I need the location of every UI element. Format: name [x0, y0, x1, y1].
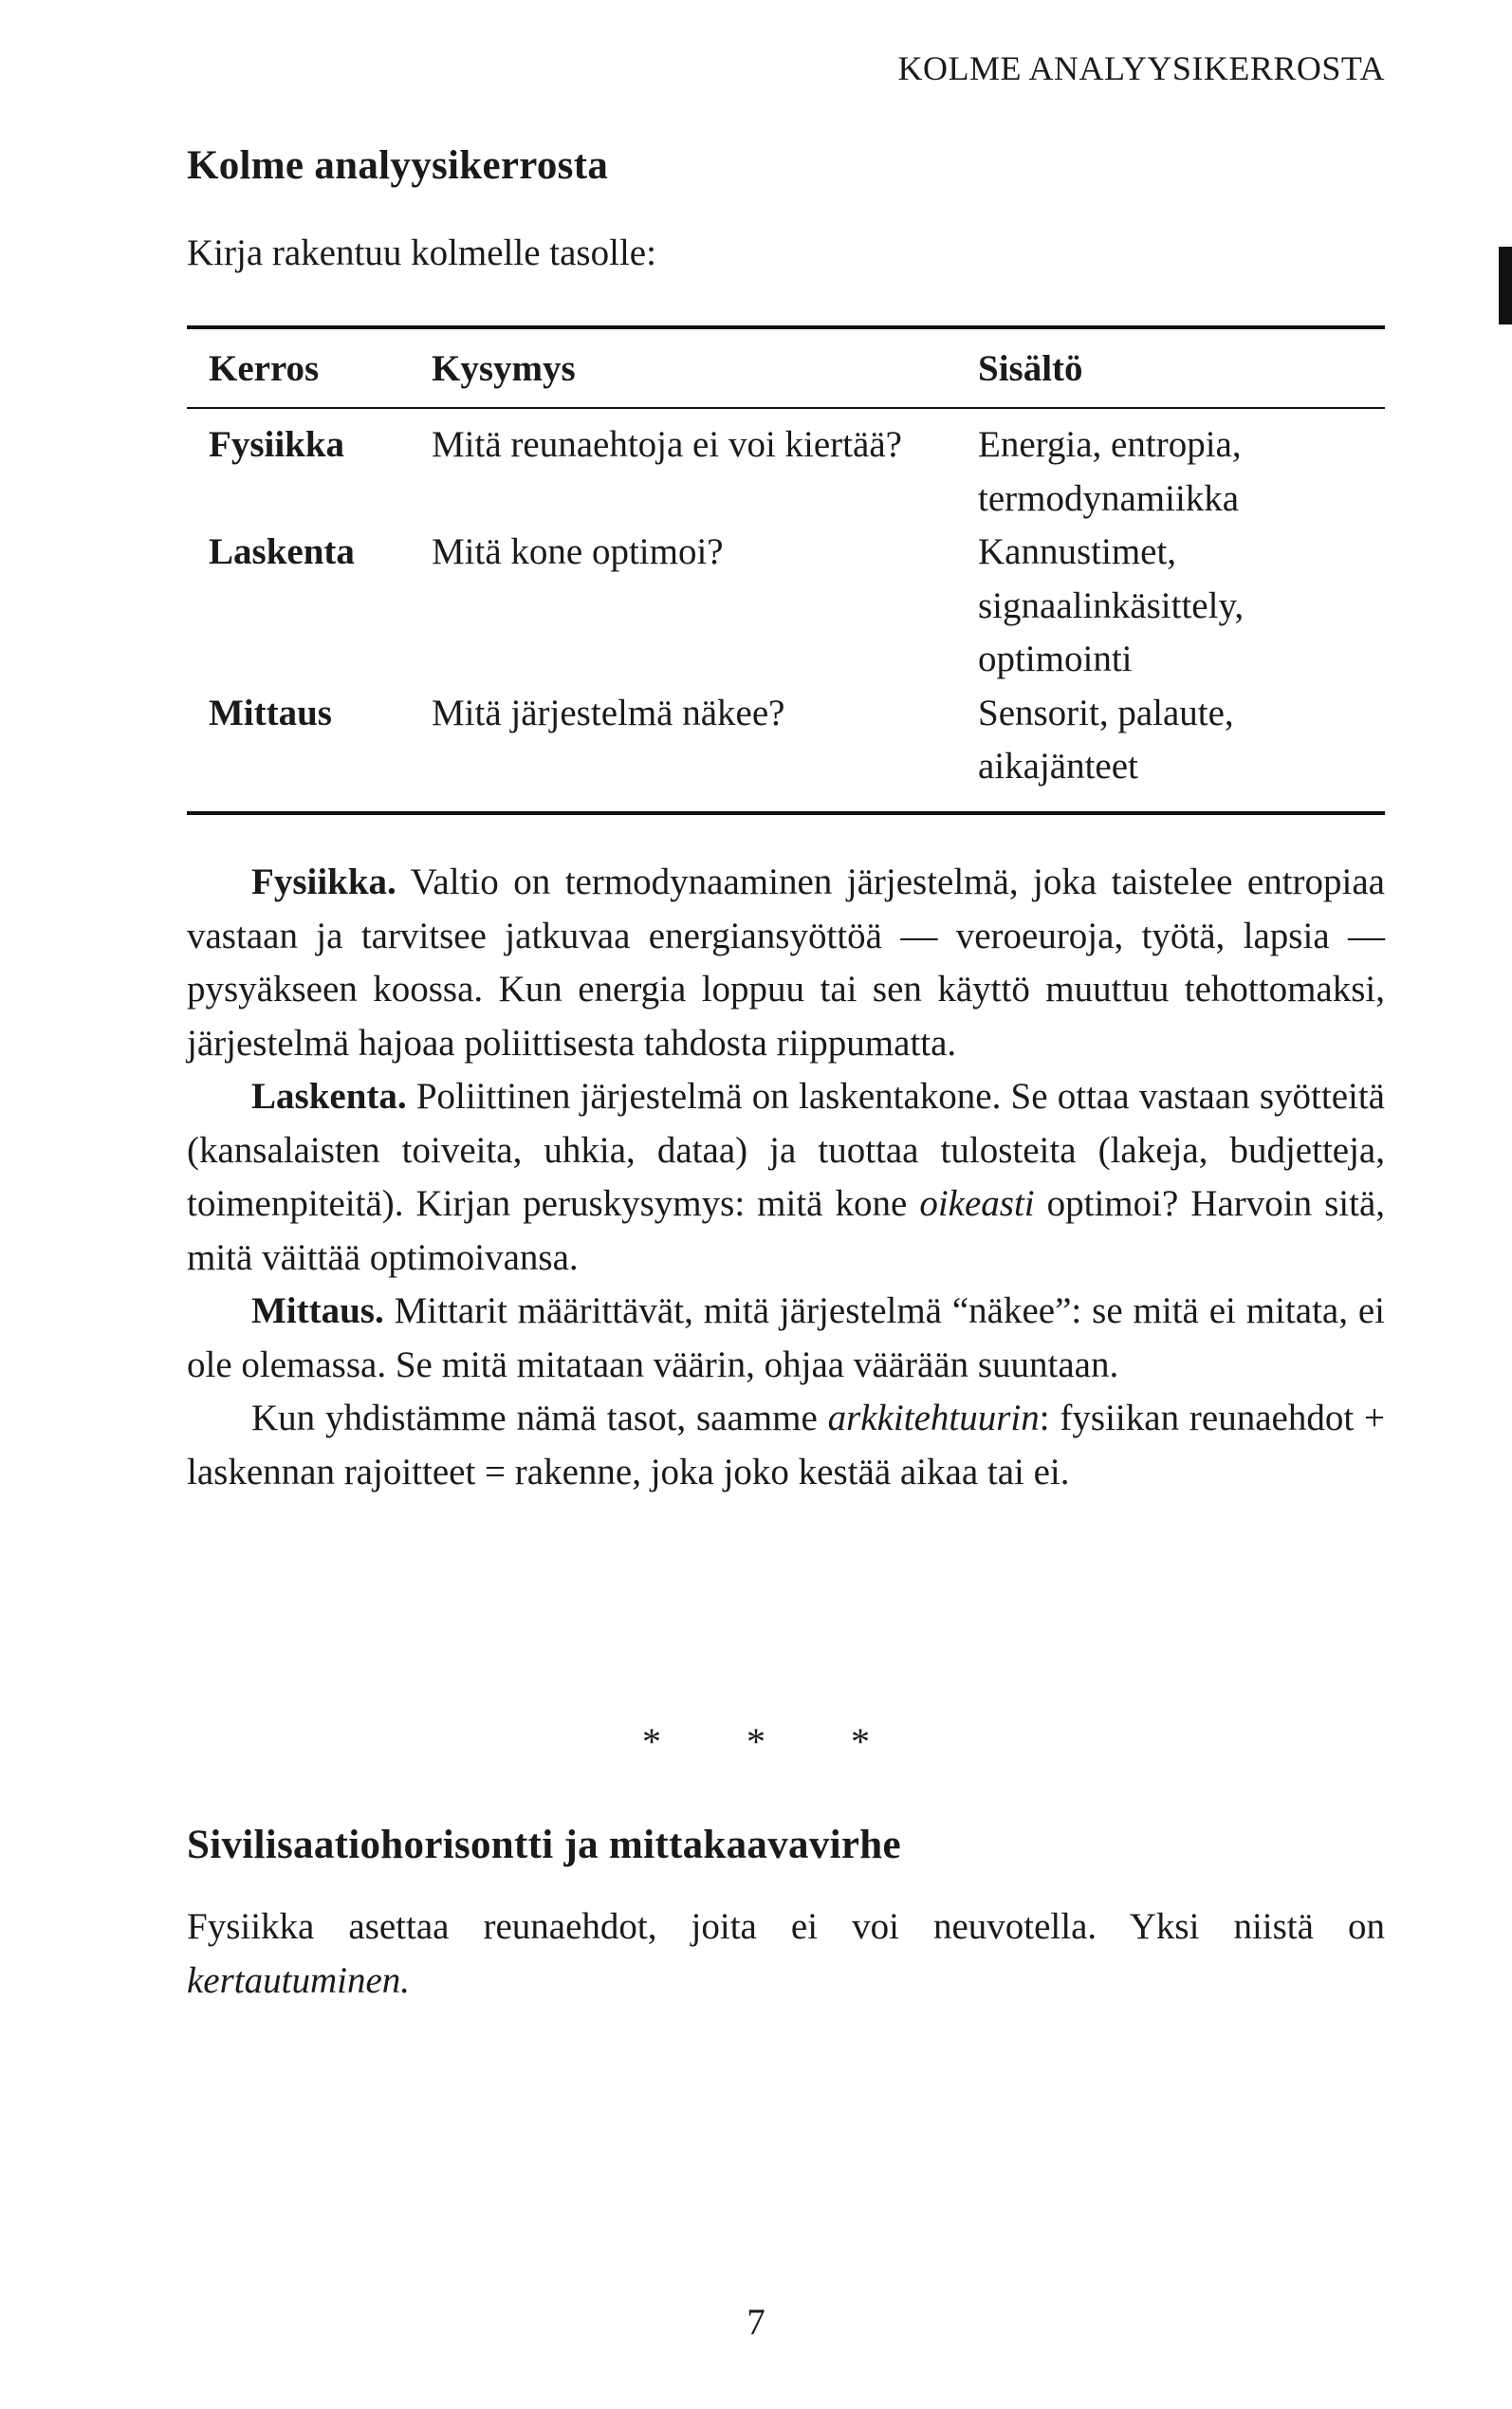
paragraph-text: Fysiikka asettaa reunaehdot, joita ei voi neuvotella. Yksi niistä on — [187, 1906, 1385, 1947]
table-cell-layer: Laskenta — [209, 531, 355, 572]
run-in-heading-laskenta: Laskenta. — [251, 1076, 407, 1117]
section-intro — [187, 227, 1385, 281]
section-sivilisaatiohorisontti — [187, 1822, 1385, 1868]
page-number: 7 — [747, 2302, 765, 2343]
table-cell-content: Kannustimet, signaalinkäsittely, optimointi — [978, 531, 1245, 679]
table-cell-question: Mitä järjestelmä näkee? — [432, 692, 785, 733]
paragraph-fysiikka — [187, 856, 1385, 1070]
section-heading: Kolme analyysikerrosta — [187, 143, 609, 188]
table-header-sisalto: Sisältö — [978, 347, 1083, 389]
paragraph-text: Mittarit määrittävät, mitä järjestelmä “näkee”: se mitä ei mitata, ei ole olemassa. Se mitä mitataan väärin, ohjaa väärään suuntaan. — [187, 1290, 1385, 1385]
table-header-kysymys: Kysymys — [432, 347, 576, 389]
section2-body — [187, 1900, 1385, 2008]
section-break-asterisks: * * * — [642, 1720, 908, 1763]
intro-paragraph: Kirja rakentuu kolmelle tasolle: — [187, 232, 656, 273]
table-row — [187, 687, 1385, 813]
table-header-row — [187, 327, 1385, 408]
paragraph-section2 — [187, 1900, 1385, 2008]
table-cell-layer: Mittaus — [209, 692, 332, 733]
run-in-heading-mittaus: Mittaus. — [251, 1290, 384, 1331]
table-cell-question: Mitä reunaehtoja ei voi kiertää? — [432, 424, 902, 465]
table-cell-layer: Fysiikka — [209, 424, 345, 465]
table-cell-content: Energia, entropia, termodynamiikka — [978, 424, 1242, 519]
emphasis: kertautuminen. — [187, 1959, 411, 2001]
table-row — [187, 526, 1385, 687]
paragraph-laskenta — [187, 1070, 1385, 1285]
paragraph-text: : fysiikan reunaehdot + laskennan rajoitteet = rakenne, joka joko kestää aikaa tai ei. — [187, 1398, 1385, 1492]
section-kolme-analyysikerrosta — [187, 142, 1385, 189]
paragraph-text: Kun yhdistämme nämä tasot, saamme — [251, 1398, 828, 1438]
table-cell-content: Sensorit, palaute, aikajänteet — [978, 692, 1234, 787]
paragraph-text: Valtio on termodynaaminen järjestelmä, joka taistelee entropiaa vastaan ja tarvitsee jatkuvaa energiansyöttöä — veroeuroja, työtä, lapsia — pysyäkseen koossa. Kun energia loppuu tai sen käyttö muuttuu tehottomaksi, järjestelmä hajoaa poliittisesta tahdosta riippumatta. — [187, 862, 1385, 1064]
thumb-index-tab — [1499, 247, 1512, 324]
emphasis: oikeasti — [919, 1183, 1035, 1224]
running-head: KOLME ANALYYSIKERROSTA — [897, 49, 1385, 87]
paragraph-text: optimoi? Harvoin sitä, mitä väittää optimoivansa. — [187, 1183, 1385, 1278]
table-cell-question: Mitä kone optimoi? — [432, 531, 724, 572]
paragraph-mittaus — [187, 1285, 1385, 1392]
table-header-kerros: Kerros — [209, 347, 320, 389]
paragraph-synthesis — [187, 1392, 1385, 1499]
section-heading: Sivilisaatiohorisontti ja mittakaavavirhe — [187, 1823, 901, 1867]
paragraph-text: Poliittinen järjestelmä on laskentakone. Se ottaa vastaan syötteitä (kansalaisten toiveita, uhkia, dataa) ja tuottaa tulosteita (lakeja, budjetteja, toimenpiteitä). Kirjan peruskysymys: mitä kone — [187, 1076, 1385, 1224]
body-text — [187, 856, 1385, 1499]
table-row — [187, 408, 1385, 526]
emphasis: arkkitehtuurin — [827, 1398, 1040, 1438]
run-in-heading-fysiikka: Fysiikka. — [251, 862, 396, 902]
layers-table — [187, 325, 1385, 815]
